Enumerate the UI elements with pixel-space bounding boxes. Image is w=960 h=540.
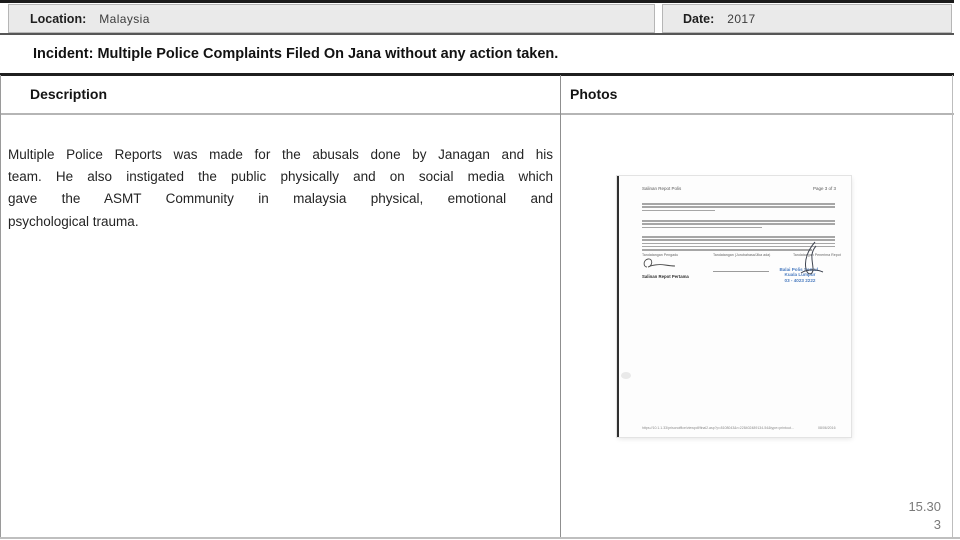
top-border-rule	[0, 0, 954, 3]
report-page-label: Page 3 of 3	[813, 186, 837, 191]
report-first-copy-label: Salinan Repot Pertama	[642, 274, 689, 279]
interpreter-signature-line	[713, 271, 769, 272]
stamp-line: Balai Polis Sentul..	[779, 267, 821, 272]
bottom-border-rule	[0, 537, 960, 539]
location-value: Malaysia	[99, 11, 150, 26]
description-line: psychological trauma.	[8, 213, 139, 229]
date-value: 2017	[727, 11, 756, 26]
description-line: Multiple Police Reports was made for the abusals done by Janagan and his	[8, 147, 553, 162]
report-paragraph	[642, 203, 835, 213]
slide-footer	[908, 498, 941, 533]
date-cell	[662, 4, 952, 33]
signature-label-complainant: Tandatangan Pengadu	[642, 253, 679, 257]
table-right-border	[952, 75, 953, 537]
stamp-line: 03 - 4023 2222	[784, 277, 816, 283]
scan-edge-shadow	[617, 176, 619, 437]
rule-below-meta	[0, 33, 954, 35]
stamp-line: Kuala Lumpur	[784, 272, 816, 278]
slide-time: 15.30	[908, 499, 941, 514]
column-divider	[560, 75, 561, 537]
police-report-photo	[617, 176, 851, 437]
report-paragraph	[642, 220, 835, 230]
slide-number: 3	[933, 516, 941, 532]
complainant-signature-squiggle	[641, 256, 677, 272]
location-label: Location:	[30, 11, 87, 26]
description-line: gave the ASMT Community in malaysia physical, emotional and	[8, 191, 553, 207]
rule-below-incident	[0, 73, 954, 76]
report-footer-date: 08/06/2016	[818, 426, 836, 430]
officer-signature-squiggle	[789, 240, 831, 282]
location-cell	[8, 4, 655, 33]
report-title: Salinan Repot Polis	[642, 186, 682, 191]
signature-label-interpreter: Tandatangan (Jurubahasa/Jika ada)	[713, 253, 771, 257]
date-label: Date:	[683, 11, 715, 26]
report-footer-url: https://10.1.1.33/prisonoffice/viewpdf/final2.asp?p=8108043&r=228402489134-54&type=printout...	[642, 426, 794, 430]
photos-column-header: Photos	[570, 86, 618, 102]
scan-smudge	[621, 372, 631, 379]
signature-label-receiver: Tandatangan Penerima Repot	[793, 253, 841, 257]
description-text	[8, 144, 553, 233]
rule-below-headers	[0, 113, 954, 115]
incident-title: Incident: Multiple Police Complaints Filed On Jana without any action taken.	[33, 46, 559, 62]
description-line: team. He also instigated the public physically and on social media which	[8, 169, 553, 185]
table-left-border	[0, 75, 1, 537]
description-column-header: Description	[30, 86, 108, 102]
